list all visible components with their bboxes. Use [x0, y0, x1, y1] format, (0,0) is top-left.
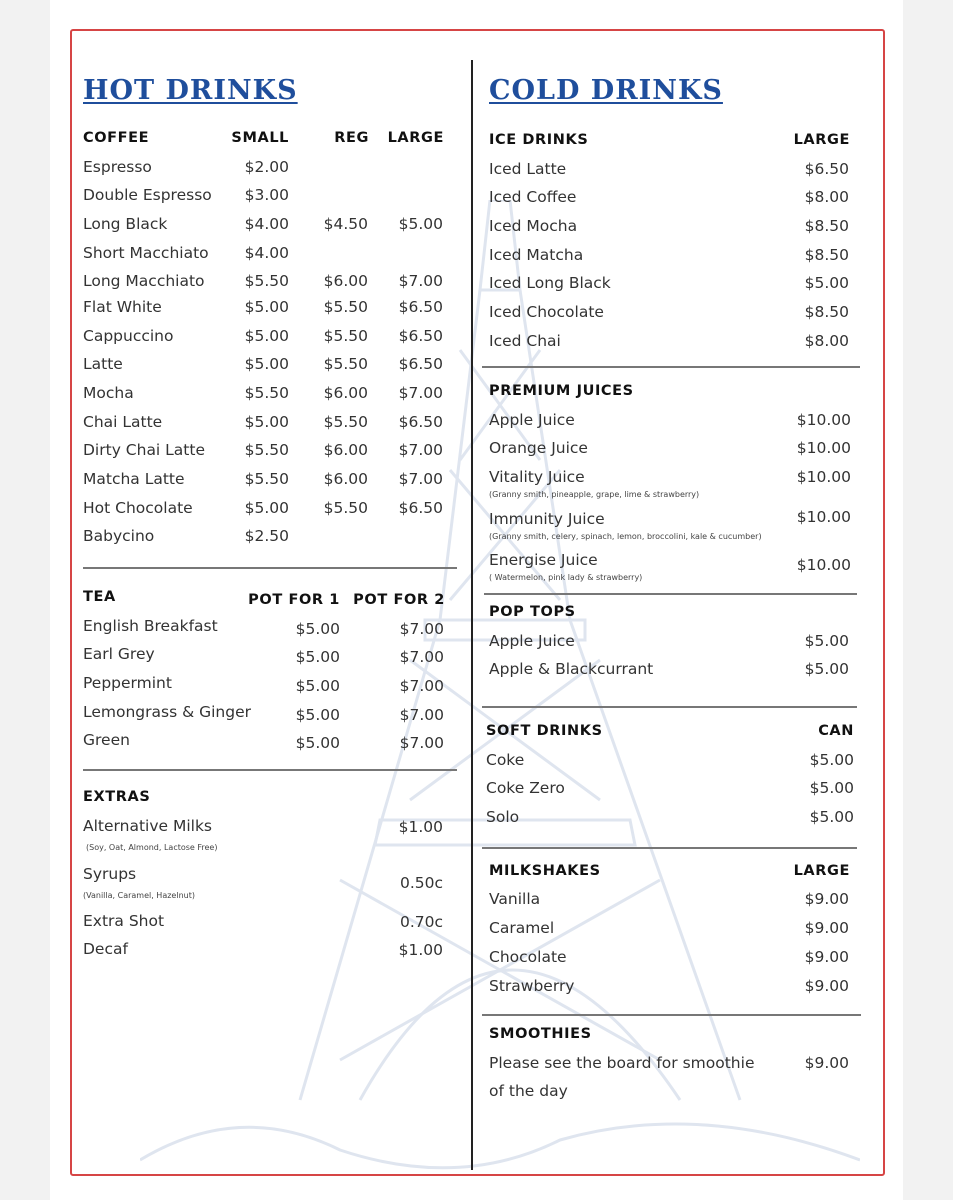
coffee-price-large: $6.50 [398, 327, 443, 345]
extras-item-name: Decaf [83, 940, 128, 958]
coffee-item-name: Flat White [83, 298, 162, 316]
juices-divider [484, 593, 857, 595]
coffee-col-reg: REG [334, 130, 369, 146]
tea-col-pot2: POT FOR 2 [353, 592, 445, 608]
coffee-price-large: $6.50 [398, 355, 443, 373]
milkshake-item-price: $9.00 [804, 890, 849, 908]
tea-item-name: Lemongrass & Ginger [83, 703, 251, 721]
coffee-price-large: $5.00 [398, 215, 443, 233]
coffee-price-small: $3.00 [244, 186, 289, 204]
extras-item-price: $1.00 [398, 818, 443, 836]
tea-item-name: Earl Grey [83, 645, 155, 663]
pop-top-item-name: Apple Juice [489, 632, 575, 650]
ice-item-name: Iced Coffee [489, 188, 577, 206]
milkshake-item-price: $9.00 [804, 948, 849, 966]
ice-drinks-heading: ICE DRINKS [489, 132, 589, 148]
ice-divider [482, 366, 860, 368]
tea-divider [83, 769, 457, 771]
milkshake-item-name: Caramel [489, 919, 555, 937]
coffee-price-reg: $6.00 [323, 470, 368, 488]
tea-price-pot2: $7.00 [399, 677, 444, 695]
tea-price-pot1: $5.00 [295, 677, 340, 695]
tea-heading: TEA [83, 589, 116, 605]
smoothies-price: $9.00 [804, 1054, 849, 1072]
coffee-price-large: $7.00 [398, 441, 443, 459]
coffee-price-reg: $6.00 [323, 272, 368, 290]
ice-item-price: $8.50 [804, 246, 849, 264]
coffee-price-reg: $6.00 [323, 384, 368, 402]
ice-item-price: $8.50 [804, 217, 849, 235]
milkshakes-divider [482, 1014, 861, 1016]
extras-item-note: (Vanilla, Caramel, Hazelnut) [83, 891, 195, 900]
extras-item-name: Syrups [83, 865, 137, 883]
milkshake-item-name: Strawberry [489, 977, 575, 995]
coffee-price-reg: $5.50 [323, 413, 368, 431]
coffee-price-small: $4.00 [244, 244, 289, 262]
coffee-col-large: LARGE [387, 130, 444, 146]
pop-tops-heading: POP TOPS [489, 604, 576, 620]
ice-item-name: Iced Chai [489, 332, 561, 350]
coffee-price-small: $5.00 [244, 413, 289, 431]
coffee-price-small: $5.50 [244, 470, 289, 488]
coffee-price-reg: $5.50 [323, 327, 368, 345]
coffee-item-name: Espresso [83, 158, 152, 176]
ice-item-name: Iced Mocha [489, 217, 578, 235]
column-divider [471, 60, 473, 1170]
coffee-divider [83, 567, 457, 569]
juice-item-note: (Granny smith, celery, spinach, lemon, broccolini, kale & cucumber) [489, 532, 762, 541]
coffee-item-name: Hot Chocolate [83, 499, 193, 517]
ice-item-name: Iced Long Black [489, 274, 611, 292]
ice-item-price: $8.00 [804, 332, 849, 350]
coffee-item-name: Dirty Chai Latte [83, 441, 205, 459]
pop-top-item-name: Apple & Blackcurrant [489, 660, 654, 678]
coffee-item-name: Long Macchiato [83, 272, 205, 290]
juice-item-price: $10.00 [796, 508, 851, 526]
soft-drinks-heading: SOFT DRINKS [486, 723, 603, 739]
coffee-item-name: Latte [83, 355, 123, 373]
ice-item-name: Iced Matcha [489, 246, 584, 264]
extras-item-note: (Soy, Oat, Almond, Lactose Free) [86, 843, 218, 852]
coffee-price-large: $7.00 [398, 384, 443, 402]
ice-item-name: Iced Latte [489, 160, 567, 178]
juice-item-name: Apple Juice [489, 411, 575, 429]
juice-item-name: Energise Juice [489, 551, 598, 569]
coffee-item-name: Matcha Latte [83, 470, 185, 488]
soft-drink-item-price: $5.00 [809, 808, 854, 826]
extras-item-name: Extra Shot [83, 912, 165, 930]
tea-price-pot2: $7.00 [399, 734, 444, 752]
coffee-price-reg: $4.50 [323, 215, 368, 233]
tea-price-pot2: $7.00 [399, 706, 444, 724]
juice-item-price: $10.00 [796, 556, 851, 574]
soft-drink-item-name: Solo [486, 808, 520, 826]
extras-item-name: Alternative Milks [83, 817, 213, 835]
juices-heading: PREMIUM JUICES [489, 383, 634, 399]
ice-item-name: Iced Chocolate [489, 303, 604, 321]
coffee-item-name: Babycino [83, 527, 155, 545]
juice-item-name: Immunity Juice [489, 510, 605, 528]
milkshake-item-name: Vanilla [489, 890, 541, 908]
soft-drink-item-price: $5.00 [809, 751, 854, 769]
coffee-price-small: $5.00 [244, 355, 289, 373]
soft-drink-item-name: Coke [486, 751, 525, 769]
coffee-col-small: SMALL [231, 130, 289, 146]
tea-col-pot1: POT FOR 1 [248, 592, 340, 608]
coffee-price-large: $7.00 [398, 470, 443, 488]
coffee-price-reg: $6.00 [323, 441, 368, 459]
coffee-heading: COFFEE [83, 130, 150, 146]
pop-top-item-price: $5.00 [804, 632, 849, 650]
milkshakes-heading: MILKSHAKES [489, 863, 601, 879]
milkshake-item-name: Chocolate [489, 948, 567, 966]
coffee-price-large: $6.50 [398, 499, 443, 517]
coffee-price-small: $4.00 [244, 215, 289, 233]
tea-price-pot1: $5.00 [295, 620, 340, 638]
soft-drinks-divider [482, 847, 857, 849]
pop-top-item-price: $5.00 [804, 660, 849, 678]
juice-item-price: $10.00 [796, 439, 851, 457]
tea-price-pot1: $5.00 [295, 648, 340, 666]
coffee-price-reg: $5.50 [323, 298, 368, 316]
tea-price-pot1: $5.00 [295, 706, 340, 724]
tea-price-pot1: $5.00 [295, 734, 340, 752]
coffee-price-reg: $5.50 [323, 499, 368, 517]
ice-item-price: $6.50 [804, 160, 849, 178]
pop-tops-divider [482, 706, 857, 708]
juice-item-price: $10.00 [796, 411, 851, 429]
tea-item-name: Green [83, 731, 130, 749]
soft-drink-item-name: Coke Zero [486, 779, 565, 797]
juice-item-note: (Granny smith, pineapple, grape, lime & strawberry) [489, 490, 700, 499]
coffee-item-name: Short Macchiato [83, 244, 209, 262]
coffee-price-large: $7.00 [398, 272, 443, 290]
milkshake-item-price: $9.00 [804, 977, 849, 995]
juice-item-price: $10.00 [796, 468, 851, 486]
soft-col-can: CAN [818, 723, 854, 739]
tea-item-name: English Breakfast [83, 617, 218, 635]
smoothies-heading: SMOOTHIES [489, 1026, 592, 1042]
ice-item-price: $5.00 [804, 274, 849, 292]
ice-item-price: $8.00 [804, 188, 849, 206]
coffee-price-reg: $5.50 [323, 355, 368, 373]
coffee-price-small: $5.00 [244, 298, 289, 316]
tea-price-pot2: $7.00 [399, 648, 444, 666]
coffee-price-small: $2.00 [244, 158, 289, 176]
soft-drink-item-price: $5.00 [809, 779, 854, 797]
coffee-price-large: $6.50 [398, 298, 443, 316]
coffee-price-small: $5.00 [244, 499, 289, 517]
juice-item-name: Orange Juice [489, 439, 588, 457]
extras-item-price: $1.00 [398, 941, 443, 959]
tea-price-pot2: $7.00 [399, 620, 444, 638]
juice-item-name: Vitality Juice [489, 468, 585, 486]
milkshake-item-price: $9.00 [804, 919, 849, 937]
juice-item-note: ( Watermelon, pink lady & strawberry) [489, 573, 643, 582]
coffee-price-small: $5.50 [244, 272, 289, 290]
smoothies-description-cont: of the day [489, 1082, 568, 1100]
hot-drinks-title: HOT DRINKS [83, 75, 298, 106]
coffee-price-small: $5.50 [244, 441, 289, 459]
milkshakes-col-large: LARGE [793, 863, 850, 879]
coffee-item-name: Cappuccino [83, 327, 174, 345]
coffee-item-name: Mocha [83, 384, 134, 402]
coffee-price-small: $5.00 [244, 327, 289, 345]
extras-heading: EXTRAS [83, 789, 151, 805]
extras-item-price: 0.50c [399, 874, 443, 892]
extras-item-price: 0.70c [399, 913, 443, 931]
coffee-price-large: $6.50 [398, 413, 443, 431]
tea-item-name: Peppermint [83, 674, 172, 692]
coffee-price-small: $2.50 [244, 527, 289, 545]
coffee-item-name: Double Espresso [83, 186, 212, 204]
ice-item-price: $8.50 [804, 303, 849, 321]
cold-drinks-title: COLD DRINKS [489, 75, 723, 106]
coffee-item-name: Chai Latte [83, 413, 163, 431]
smoothies-description: Please see the board for smoothie [489, 1054, 755, 1072]
coffee-item-name: Long Black [83, 215, 168, 233]
ice-col-large: LARGE [793, 132, 850, 148]
coffee-price-small: $5.50 [244, 384, 289, 402]
